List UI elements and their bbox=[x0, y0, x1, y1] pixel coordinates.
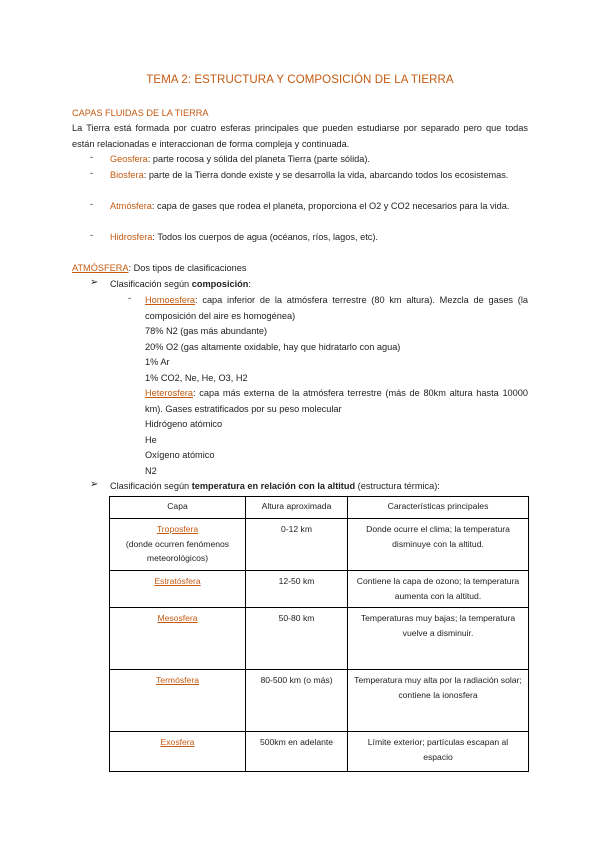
intro-paragraph: La Tierra está formada por cuatro esferas principales que pueden estudiarse por separado pero que todas están relacionadas e interaccionan de forma compleja y continuada. bbox=[72, 123, 528, 149]
classification-temperature bbox=[110, 479, 440, 495]
term-hidrosfera: Hidrosfera bbox=[110, 232, 153, 242]
table-row bbox=[110, 608, 529, 670]
desc-cell: Límite exterior; partículas escapan al espacio bbox=[348, 732, 529, 772]
def-heterosfera: : capa más externa de la atmósfera terrestre (más de 80km altura hasta 10000 km). Gases estratificados por su peso molecular bbox=[145, 388, 528, 414]
def-homoesfera: : capa inferior de la atmósfera terrestre (80 km altura). Mezcla de gases (la composición del aire es homogénea) bbox=[145, 295, 528, 321]
height-cell: 50-80 km bbox=[246, 608, 348, 670]
list-dash: - bbox=[90, 199, 94, 209]
layer-link[interactable]: Mesosfera bbox=[157, 613, 198, 623]
atmosfera-heading-term: ATMÓSFERA bbox=[72, 263, 129, 273]
atmosfera-heading-rest: : Dos tipos de clasificaciones bbox=[128, 263, 247, 273]
list-dash: - bbox=[90, 230, 94, 240]
term-atmosfera: Atmósfera bbox=[110, 201, 152, 211]
header-altura: Altura aproximada bbox=[246, 497, 348, 519]
layer-cell bbox=[110, 732, 246, 772]
desc-cell: Contiene la capa de ozono; la temperatura aumenta con la altitud. bbox=[348, 571, 529, 608]
list-dash: - bbox=[90, 152, 94, 162]
page-title: TEMA 2: ESTRUCTURA Y COMPOSICIÓN DE LA TIERRA bbox=[146, 74, 454, 86]
hetero-line: Oxígeno atómico bbox=[145, 450, 215, 460]
hetero-line: He bbox=[145, 435, 157, 445]
table-row bbox=[110, 732, 529, 772]
hetero-line: N2 bbox=[145, 466, 157, 476]
layer-cell bbox=[110, 571, 246, 608]
class2-pre: Clasificación según bbox=[110, 481, 192, 491]
table-row bbox=[110, 519, 529, 571]
homo-line: 1% Ar bbox=[145, 357, 170, 367]
section-heading-fluid: CAPAS FLUIDAS DE LA TIERRA bbox=[72, 108, 209, 118]
desc-cell: Temperaturas muy bajas; la temperatura vuelve a disminuir. bbox=[348, 608, 529, 670]
height-cell: 80-500 km (o más) bbox=[246, 670, 348, 732]
header-capa: Capa bbox=[110, 497, 246, 519]
header-caracteristicas: Características principales bbox=[348, 497, 529, 519]
classification-composition bbox=[110, 277, 251, 293]
list-dash: - bbox=[128, 293, 132, 303]
thermal-structure-table bbox=[109, 496, 529, 772]
class2-bold: temperatura en relación con la altitud bbox=[191, 481, 356, 491]
homo-line: 78% N2 (gas más abundante) bbox=[145, 326, 268, 336]
def-atmosfera: : capa de gases que rodea el planeta, proporciona el O2 y CO2 necesarios para la vida. bbox=[151, 201, 510, 211]
layer-link[interactable]: Estratósfera bbox=[154, 576, 201, 586]
homoesfera-paragraph bbox=[145, 293, 528, 324]
homo-line: 20% O2 (gas altamente oxidable, hay que hidratarlo con agua) bbox=[145, 342, 401, 352]
layer-note: (donde ocurren fenómenos meteorológicos) bbox=[125, 538, 230, 563]
class2-post: (estructura térmica): bbox=[355, 481, 440, 491]
list-item-geosfera bbox=[110, 152, 528, 168]
list-dash: - bbox=[90, 168, 94, 178]
hetero-line: Hidrógeno atómico bbox=[145, 419, 223, 429]
table-row bbox=[110, 670, 529, 732]
term-heterosfera: Heterosfera bbox=[145, 388, 194, 398]
class1-pre: Clasificación según bbox=[110, 279, 192, 289]
layer-link[interactable]: Troposfera bbox=[156, 524, 199, 534]
table-row bbox=[110, 571, 529, 608]
homo-line: 1% CO2, Ne, He, O3, H2 bbox=[145, 373, 248, 383]
def-biosfera: : parte de la Tierra donde existe y se desarrolla la vida, abarcando todos los ecosistemas. bbox=[143, 170, 509, 180]
class1-bold: composición bbox=[191, 279, 249, 289]
height-cell: 0-12 km bbox=[246, 519, 348, 571]
def-hidrosfera: : Todos los cuerpos de agua (océanos, ríos, lagos, etc). bbox=[152, 232, 378, 242]
table-header-row bbox=[110, 497, 529, 519]
desc-cell: Temperatura muy alta por la radiación solar; contiene la ionosfera bbox=[348, 670, 529, 732]
layer-link[interactable]: Exosfera bbox=[160, 737, 195, 747]
layer-link[interactable]: Termósfera bbox=[156, 675, 199, 685]
list-item-biosfera bbox=[110, 168, 528, 184]
list-item-hidrosfera bbox=[110, 230, 528, 246]
layer-cell bbox=[110, 670, 246, 732]
arrow-bullet-icon: ➢ bbox=[90, 479, 99, 490]
term-geosfera: Geosfera bbox=[110, 154, 148, 164]
heterosfera-paragraph bbox=[145, 386, 528, 417]
layer-cell bbox=[110, 519, 246, 571]
section-heading-atmosfera bbox=[72, 263, 246, 273]
desc-cell: Donde ocurre el clima; la temperatura disminuye con la altitud. bbox=[348, 519, 529, 571]
height-cell: 500km en adelante bbox=[246, 732, 348, 772]
layer-cell bbox=[110, 608, 246, 670]
height-cell: 12-50 km bbox=[246, 571, 348, 608]
term-homoesfera: Homoesfera bbox=[145, 295, 196, 305]
class1-post: : bbox=[248, 279, 251, 289]
arrow-bullet-icon: ➢ bbox=[90, 277, 99, 288]
list-item-atmosfera bbox=[110, 199, 528, 215]
def-geosfera: : parte rocosa y sólida del planeta Tierra (parte sólida). bbox=[147, 154, 370, 164]
term-biosfera: Biosfera bbox=[110, 170, 144, 180]
